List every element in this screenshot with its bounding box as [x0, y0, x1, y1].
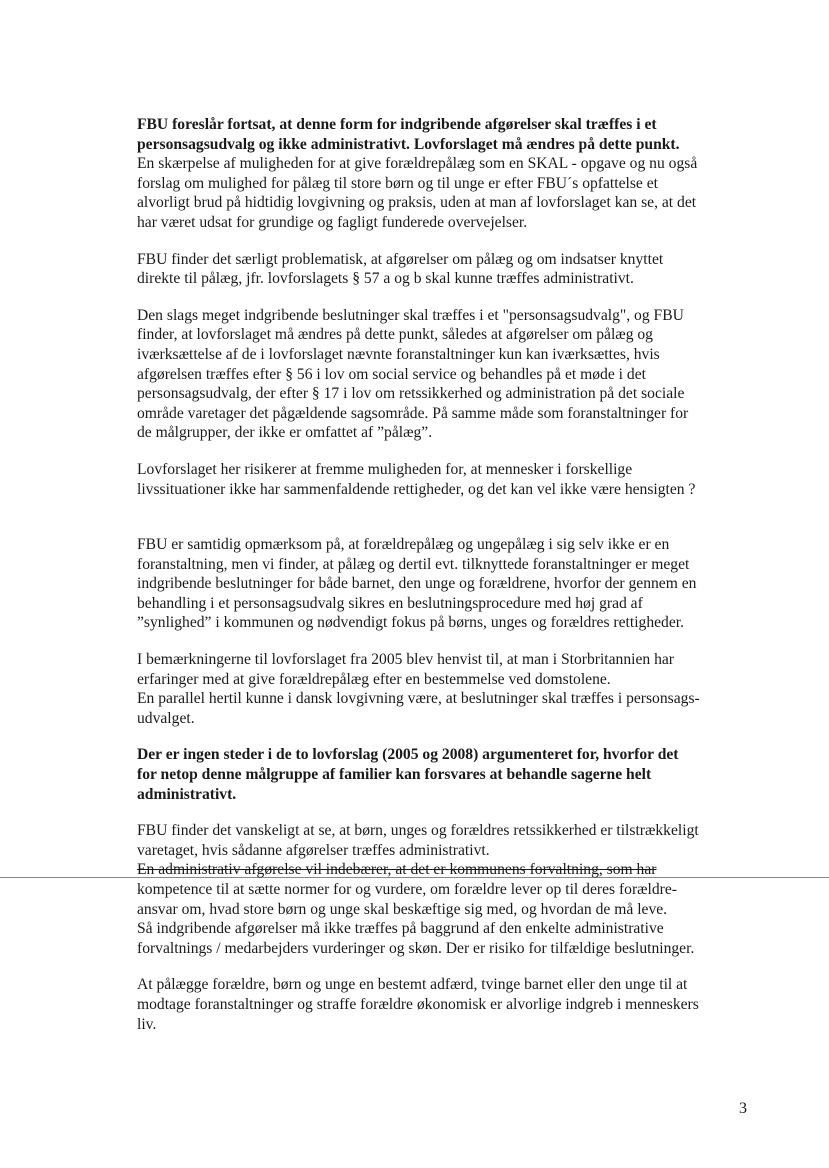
- text-line: afgørelsen træffes efter § 56 i lov om social service og behandles på et møde i det: [137, 365, 646, 383]
- text-line: har været udsat for grundige og fagligt funderede overvejelser.: [137, 213, 528, 231]
- text-line: En skærpelse af muligheden for at give forældrepålæg som en SKAL - opgave og nu også: [137, 155, 698, 173]
- text-line: forvaltnings / medarbejders vurderinger og skøn. Der er risiko for tilfældige beslutninger.: [137, 939, 695, 957]
- bold-text-line: Der er ingen steder i de to lovforslag (2005 og 2008) argumenteret for, hvorfor det: [137, 746, 679, 764]
- paragraph: [137, 535, 752, 633]
- paragraph: [137, 821, 752, 958]
- paragraph: [137, 650, 752, 728]
- text-line: Den slags meget indgribende beslutninger skal træffes i et "personsagsudvalg", og FBU: [137, 306, 684, 324]
- struck-text-line: En administrativ afgørelse vil indebærer, at det er kommunens forvaltning, som har: [137, 861, 657, 879]
- paragraph: [137, 460, 752, 499]
- text-line: En parallel hertil kunne i dansk lovgivning være, at beslutninger skal træffes i personsags-: [137, 690, 700, 708]
- text-line: Lovforslaget her risikerer at fremme muligheden for, at mennesker i forskellige: [137, 460, 633, 478]
- document-body: [137, 115, 752, 1051]
- text-line: livssituationer ikke har sammenfaldende rettigheder, og det kan vel ikke være hensigten ?: [137, 480, 696, 498]
- text-line: FBU finder det vanskeligt at se, at børn, unges og forældres retssikkerhed er tilstrækkeligt: [137, 822, 699, 840]
- text-line: personsagsudvalg, der efter § 17 i lov om retssikkerhed og administration på det sociale: [137, 385, 685, 403]
- text-line: Så indgribende afgørelser må ikke træffes på baggrund af den enkelte administrative: [137, 920, 664, 938]
- page-number: 3: [739, 1100, 747, 1117]
- text-line: kompetence til at sætte normer for og vurdere, om forældre lever op til deres forældre-: [137, 881, 677, 898]
- text-line: ”synlighed” i kommunen og nødvendigt fokus på børns, unges og forældres rettigheder.: [137, 614, 684, 632]
- text-line: liv.: [137, 1015, 157, 1033]
- paragraph: [137, 250, 752, 289]
- text-line: FBU er samtidig opmærksom på, at forældrepålæg og ungepålæg i sig selv ikke er en: [137, 536, 670, 554]
- text-line: område varetager det pågældende sagsområde. På samme måde som foranstaltninger for: [137, 404, 689, 422]
- text-line: alvorligt brud på hidtidig lovgivning og praksis, uden at man af lovforslaget kan se, at det: [137, 194, 697, 212]
- text-line: finder, at lovforslaget må ændres på dette punkt, således at afgørelser om pålæg og: [137, 326, 653, 344]
- text-line: behandling i et personsagsudvalg sikres en beslutningsprocedure med høj grad af: [137, 594, 643, 612]
- text-line: varetaget, hvis sådanne afgørelser træffes administrativt.: [137, 841, 490, 859]
- text-line: At pålægge forældre, børn og unge en bestemt adfærd, tvinge barnet eller den unge til at: [137, 976, 688, 994]
- text-line: erfaringer med at give forældrepålæg efter en bestemmelse ved domstolene.: [137, 670, 611, 688]
- text-line: modtage foranstaltninger og straffe forældre økonomisk er alvorlige indgreb i menneskers: [137, 995, 699, 1013]
- text-line: udvalget.: [137, 709, 195, 727]
- paragraph: [137, 115, 752, 233]
- text-line: direkte til pålæg, jfr. lovforslagets § 57 a og b skal kunne træffes administrativt.: [137, 270, 634, 288]
- paragraph: [137, 745, 752, 804]
- text-line: ansvar om, hvad store børn og unge skal beskæftige sig med, og hvordan de må leve.: [137, 900, 668, 918]
- text-line: de målgrupper, der ikke er omfattet af ”pålæg”.: [137, 424, 433, 442]
- paragraph: [137, 975, 752, 1034]
- bold-text-line: FBU foreslår fortsat, at denne form for indgribende afgørelser skal træffes i et: [137, 116, 657, 133]
- bold-text-line: for netop denne målgruppe af familier kan forsvares at behandle sagerne helt: [137, 766, 652, 784]
- paragraph: [137, 306, 752, 443]
- text-line: FBU finder det særligt problematisk, at afgørelser om pålæg og om indsatser knyttet: [137, 250, 664, 268]
- text-line: indgribende beslutninger for både barnet, den unge og forældrene, hvorfor der gennem en: [137, 575, 697, 593]
- bold-text-line: administrativt.: [137, 785, 237, 803]
- text-line: foranstaltning, men vi finder, at pålæg og dertil evt. tilknyttede foranstaltninger er meget: [137, 555, 690, 573]
- text-line: I bemærkningerne til lovforslaget fra 2005 blev henvist til, at man i Storbritannien har: [137, 651, 674, 669]
- text-line: iværksættelse af de i lovforslaget nævnte foranstaltninger kun kan iværksættes, hvis: [137, 345, 660, 363]
- bold-text-line: personsagsudvalg og ikke administrativt. Lovforslaget må ændres på dette punkt.: [137, 135, 680, 153]
- text-line: forslag om mulighed for pålæg til store børn og til unge er efter FBU´s opfattelse et: [137, 174, 658, 192]
